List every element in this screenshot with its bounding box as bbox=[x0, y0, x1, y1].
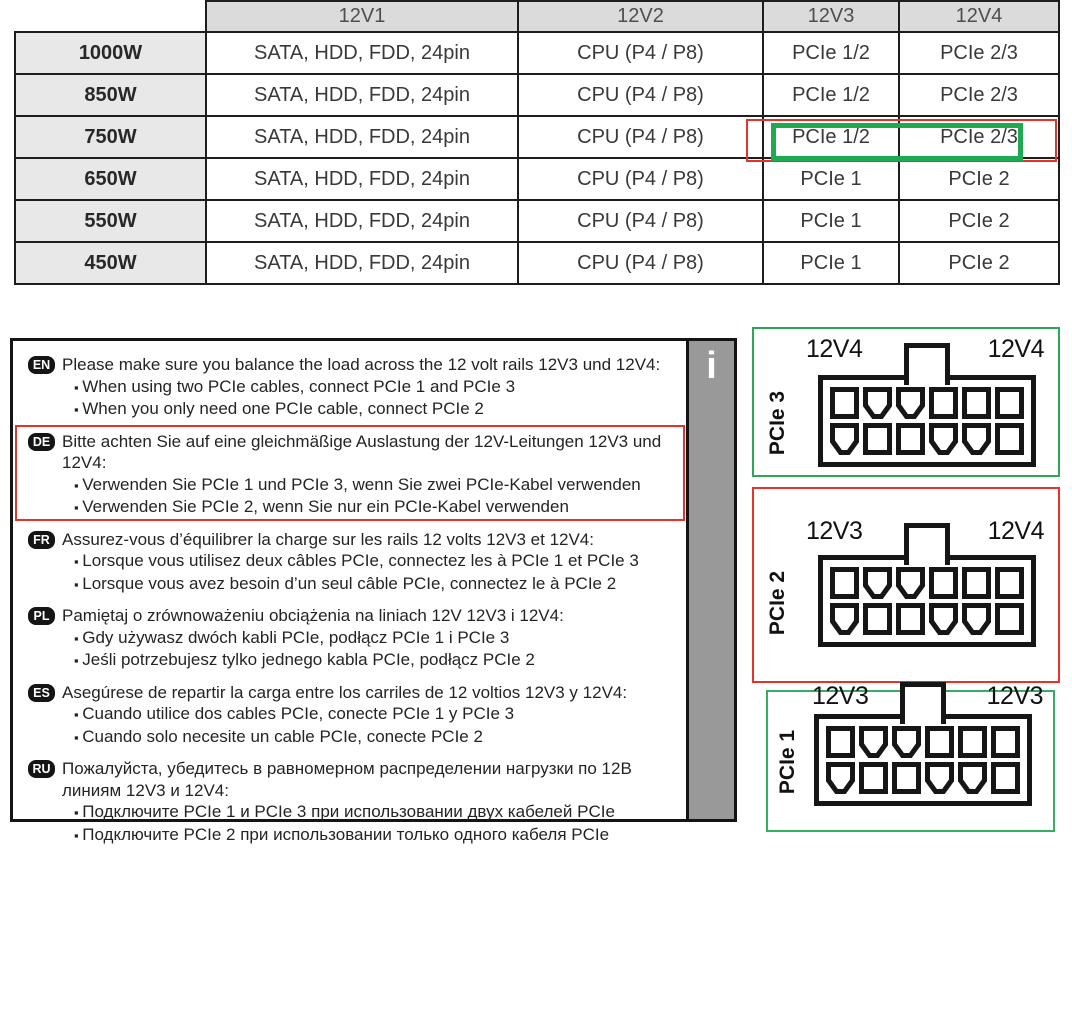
cell-12v4: PCIe 2/3 bbox=[899, 74, 1059, 116]
watt-label: 450W bbox=[15, 242, 206, 284]
header-blank-cell bbox=[15, 1, 206, 32]
rail-distribution-table bbox=[14, 0, 1060, 285]
intro-text: Asegúrese de repartir la carga entre los carriles de 12 voltios 12V3 y 12V4: bbox=[62, 682, 628, 702]
info-sidebar bbox=[686, 341, 734, 819]
bullet-item: ▪ Jeśli potrzebujesz tylko jednego kabla PCIe, podłącz PCIe 2 bbox=[28, 649, 677, 672]
info-text-area bbox=[13, 341, 683, 844]
cell-12v3: PCIe 1 bbox=[763, 242, 899, 284]
table-header-row bbox=[15, 1, 1059, 32]
connector-pins bbox=[826, 726, 1020, 794]
header-12v4: 12V4 bbox=[899, 1, 1059, 32]
cell-12v2: CPU (P4 / P8) bbox=[518, 74, 763, 116]
rail-label-right: 12V3 bbox=[986, 682, 1043, 710]
cell-12v2: CPU (P4 / P8) bbox=[518, 242, 763, 284]
rail-label-right: 12V4 bbox=[987, 335, 1044, 363]
rail-label-right: 12V4 bbox=[987, 517, 1044, 545]
cell-12v1: SATA, HDD, FDD, 24pin bbox=[206, 200, 518, 242]
bullet-item: ▪ When you only need one PCIe cable, connect PCIe 2 bbox=[28, 398, 677, 421]
info-box bbox=[10, 338, 737, 844]
lang-section-de bbox=[28, 431, 677, 519]
cell-12v4: PCIe 2 bbox=[899, 158, 1059, 200]
cell-12v3: PCIe 1 bbox=[763, 200, 899, 242]
connector-name-label: PCIe 2 bbox=[766, 570, 789, 636]
bullet-item: ▪ Cuando utilice dos cables PCIe, conecte PCIe 1 y PCIe 3 bbox=[28, 703, 677, 726]
watt-label: 850W bbox=[15, 74, 206, 116]
cell-12v4: PCIe 2/3 bbox=[899, 32, 1059, 74]
bullet-item: ▪ Cuando solo necesite un cable PCIe, conecte PCIe 2 bbox=[28, 726, 677, 749]
table-row bbox=[15, 200, 1059, 242]
cell-12v4: PCIe 2/3 bbox=[899, 116, 1059, 158]
lang-section-ru bbox=[28, 758, 677, 846]
diagram-pcie3 bbox=[752, 327, 1060, 477]
connector-clip-tab bbox=[904, 343, 950, 385]
lang-section-en bbox=[28, 354, 677, 421]
cell-12v4: PCIe 2 bbox=[899, 242, 1059, 284]
rail-label-left: 12V3 bbox=[806, 517, 863, 545]
table-row bbox=[15, 32, 1059, 74]
diagram-pcie2 bbox=[752, 487, 1060, 683]
connector-clip-tab bbox=[904, 523, 950, 565]
pcie-connector-drawing bbox=[818, 375, 1036, 467]
connector-pins bbox=[830, 567, 1024, 635]
header-12v1: 12V1 bbox=[206, 1, 518, 32]
cell-12v1: SATA, HDD, FDD, 24pin bbox=[206, 74, 518, 116]
diagram-pcie1 bbox=[766, 682, 1055, 832]
cell-12v2: CPU (P4 / P8) bbox=[518, 32, 763, 74]
cell-12v4: PCIe 2 bbox=[899, 200, 1059, 242]
intro-text: Assurez-vous d’équilibrer la charge sur les rails 12 volts 12V3 et 12V4: bbox=[62, 529, 594, 549]
pcie-connector-drawing bbox=[814, 714, 1032, 806]
lang-badge-fr: FR bbox=[28, 531, 55, 549]
intro-text: Пожалуйста, убедитесь в равномерном распределении нагрузки по 12В линиям 12V3 и 12V4: bbox=[62, 759, 632, 800]
cell-12v2: CPU (P4 / P8) bbox=[518, 158, 763, 200]
lang-section-es bbox=[28, 682, 677, 749]
lang-badge-pl: PL bbox=[28, 607, 55, 625]
cell-12v1: SATA, HDD, FDD, 24pin bbox=[206, 242, 518, 284]
table-row bbox=[15, 74, 1059, 116]
bullet-item: ▪ Gdy używasz dwóch kabli PCIe, podłącz PCIe 1 i PCIe 3 bbox=[28, 627, 677, 650]
intro-text: Bitte achten Sie auf eine gleichmäßige Auslastung der 12V-Leitungen 12V3 und 12V4: bbox=[62, 431, 662, 472]
cell-12v1: SATA, HDD, FDD, 24pin bbox=[206, 32, 518, 74]
info-icon: i bbox=[706, 345, 717, 387]
bullet-item: ▪ Подключите PCIe 1 и PCIe 3 при использовании двух кабелей PCIe bbox=[28, 801, 677, 824]
watt-label: 650W bbox=[15, 158, 206, 200]
cell-12v3: PCIe 1 bbox=[763, 158, 899, 200]
watt-label: 1000W bbox=[15, 32, 206, 74]
watt-label: 750W bbox=[15, 116, 206, 158]
table-row bbox=[15, 158, 1059, 200]
connector-name-label: PCIe 1 bbox=[776, 729, 799, 795]
header-12v3: 12V3 bbox=[763, 1, 899, 32]
cell-12v3: PCIe 1/2 bbox=[763, 32, 899, 74]
cell-12v2: CPU (P4 / P8) bbox=[518, 200, 763, 242]
lang-section-pl bbox=[28, 605, 677, 672]
table-row bbox=[15, 242, 1059, 284]
intro-text: Please make sure you balance the load across the 12 volt rails 12V3 und 12V4: bbox=[62, 355, 661, 374]
connector-pins bbox=[830, 387, 1024, 455]
header-12v2: 12V2 bbox=[518, 1, 763, 32]
intro-text: Pamiętaj o zrównoważeniu obciążenia na liniach 12V 12V3 i 12V4: bbox=[62, 606, 564, 625]
lang-section-fr bbox=[28, 529, 677, 596]
cell-12v1: SATA, HDD, FDD, 24pin bbox=[206, 116, 518, 158]
bullet-item: ▪ Lorsque vous avez besoin d’un seul câble PCIe, connectez le à PCIe 2 bbox=[28, 573, 677, 596]
bullet-item: ▪ Verwenden Sie PCIe 2, wenn Sie nur ein PCIe-Kabel verwenden bbox=[28, 496, 677, 519]
bullet-item: ▪ Lorsque vous utilisez deux câbles PCIe, connectez les à PCIe 1 et PCIe 3 bbox=[28, 550, 677, 573]
table-row-highlighted bbox=[15, 116, 1059, 158]
cell-12v2: CPU (P4 / P8) bbox=[518, 116, 763, 158]
rail-label-left: 12V3 bbox=[812, 682, 869, 710]
cell-12v3: PCIe 1/2 bbox=[763, 74, 899, 116]
lang-badge-ru: RU bbox=[28, 760, 55, 778]
bullet-item: ▪ Подключите PCIe 2 при использовании только одного кабеля PCIe bbox=[28, 824, 677, 847]
rail-label-left: 12V4 bbox=[806, 335, 863, 363]
pcie-connector-drawing bbox=[818, 555, 1036, 647]
bullet-item: ▪ When using two PCIe cables, connect PCIe 1 and PCIe 3 bbox=[28, 376, 677, 399]
connector-clip-tab bbox=[900, 682, 946, 724]
lang-badge-en: EN bbox=[28, 356, 55, 374]
watt-label: 550W bbox=[15, 200, 206, 242]
cell-12v3: PCIe 1/2 bbox=[763, 116, 899, 158]
lang-badge-es: ES bbox=[28, 684, 55, 702]
lang-badge-de: DE bbox=[28, 433, 55, 451]
connector-name-label: PCIe 3 bbox=[766, 390, 789, 456]
bullet-item: ▪ Verwenden Sie PCIe 1 und PCIe 3, wenn Sie zwei PCIe-Kabel verwenden bbox=[28, 474, 677, 497]
cell-12v1: SATA, HDD, FDD, 24pin bbox=[206, 158, 518, 200]
